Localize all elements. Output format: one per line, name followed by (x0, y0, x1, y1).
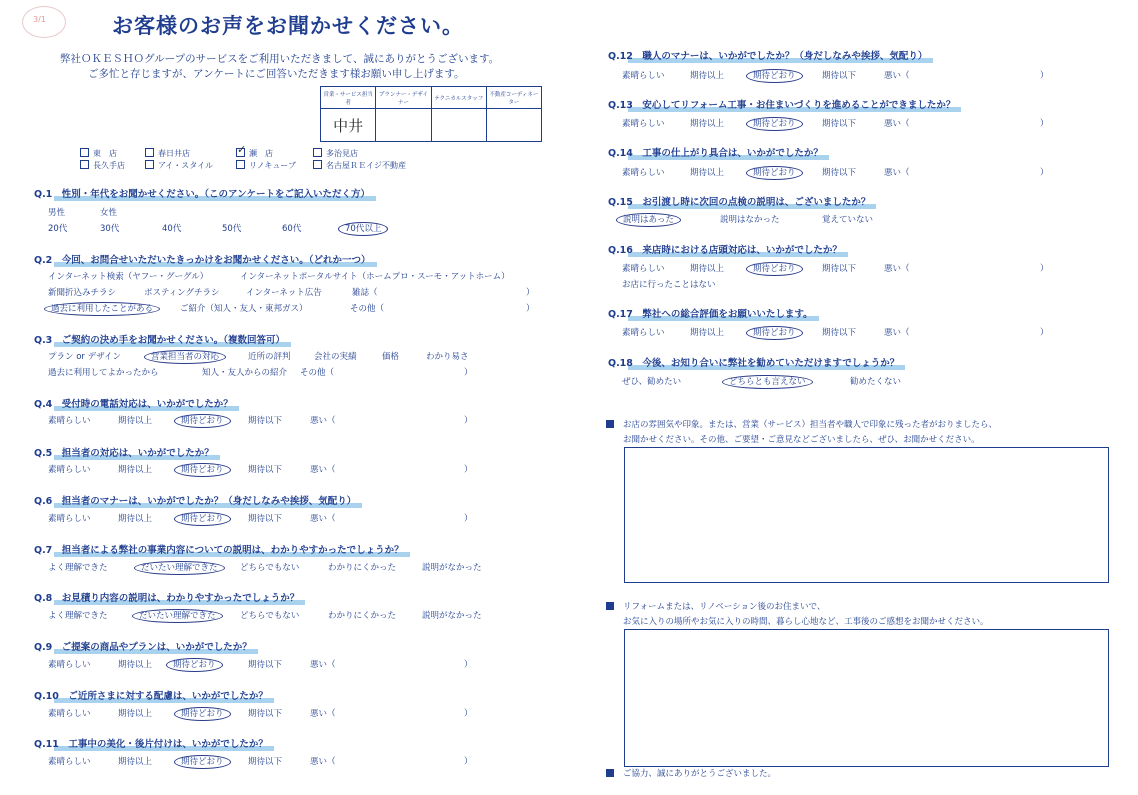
q1-gender-female[interactable]: 女性 (100, 208, 118, 218)
q12-above[interactable]: 期待以上 (690, 71, 725, 81)
q9-label: Q.9 ご提案の商品やプランは、いかがでしたか？ (34, 639, 252, 653)
q2-opt-webad[interactable]: インターネット広告 (246, 288, 322, 298)
checkbox-icon (313, 160, 322, 169)
q13-expected-selected[interactable]: 期待どおり (752, 117, 797, 129)
q1-label: Q.1 性別・年代をお聞かせください。（このアンケートをご記入いただく方） (34, 186, 370, 200)
q13-poor[interactable]: 悪い（ (884, 119, 910, 129)
store-checkbox-realestate[interactable]: 名古屋ＲＥイジ不動産 (313, 160, 406, 171)
q12-below[interactable]: 期待以下 (822, 71, 857, 81)
close-paren: ） (1040, 328, 1049, 338)
intro-line-2: ご多忙と存じますが、アンケートにご回答いただきます様お願い申し上げます。 (88, 68, 465, 80)
close-paren: ） (464, 368, 473, 378)
q3-opt-clarity[interactable]: わかり易さ (426, 352, 469, 362)
q7-opt-unclear[interactable]: わかりにくかった (328, 563, 397, 573)
staff-technical-cell[interactable] (431, 109, 486, 142)
q11-above[interactable]: 期待以上 (118, 757, 153, 767)
q8-opt-unclear[interactable]: わかりにくかった (328, 611, 397, 621)
q4-above[interactable]: 期待以上 (118, 416, 153, 426)
q9-expected-selected[interactable]: 期待どおり (172, 658, 217, 670)
comment1-box[interactable] (624, 447, 1109, 583)
q18-opt-recommend[interactable]: ぜひ、勧めたい (622, 377, 682, 387)
q11-label: Q.11 工事中の美化・後片付けは、いかがでしたか？ (34, 736, 268, 750)
store-checkbox-tajimi[interactable]: 多治見店 (313, 148, 358, 159)
q11-expected-selected[interactable]: 期待どおり (180, 755, 225, 767)
q10-above[interactable]: 期待以上 (118, 709, 153, 719)
store-checkbox-kasugai[interactable]: 春日井店 (145, 148, 190, 159)
checkbox-checked-icon: ✓ (237, 143, 247, 156)
q16-below[interactable]: 期待以下 (822, 264, 857, 274)
q5-label: Q.5 担当者の対応は、いかがでしたか？ (34, 445, 214, 459)
q11-below[interactable]: 期待以下 (248, 757, 283, 767)
staff-header-planner: プランナー・デザイナー (376, 87, 431, 109)
q11-poor[interactable]: 悪い（ (310, 757, 336, 767)
checkbox-icon (80, 148, 89, 157)
q14-expected-selected[interactable]: 期待どおり (752, 166, 797, 178)
q5-excellent[interactable]: 素晴らしい (48, 465, 91, 475)
q7-opt-neutral[interactable]: どちらでもない (240, 563, 300, 573)
staff-realestate-cell[interactable] (486, 109, 541, 142)
q11-excellent[interactable]: 素晴らしい (48, 757, 91, 767)
q3-opt-record[interactable]: 会社の実績 (314, 352, 357, 362)
close-paren: ） (464, 514, 473, 524)
checkbox-icon (313, 148, 322, 157)
store-checkbox-istyle[interactable]: アイ・スタイル (145, 160, 213, 171)
comment1-prompt: お店の雰囲気や印象。または、営業（サービス）担当者や職人で印象に残った者がおりましたら、 お聞かせください。その他、ご要望・ご意見などございましたら、ぜひ、お聞かせください。 (606, 418, 997, 445)
staff-table (320, 86, 542, 142)
q6-expected-selected[interactable]: 期待どおり (180, 512, 225, 524)
close-paren: ） (464, 465, 473, 475)
q6-above[interactable]: 期待以上 (118, 514, 153, 524)
q17-expected-selected[interactable]: 期待どおり (752, 326, 797, 338)
close-paren: ） (464, 757, 473, 767)
staff-header-realestate: 不動産コーディネーター (486, 87, 541, 109)
q4-poor[interactable]: 悪い（ (310, 416, 336, 426)
q12-excellent[interactable]: 素晴らしい (622, 71, 665, 81)
q1-age-30s[interactable]: 30代 (100, 224, 120, 234)
comment2-prompt: リフォームまたは、リノベーション後のお住まいで、 お気に入りの場所やお気に入りの時間、暮らし心地など、工事後のご感想をお聞かせください。 (606, 600, 989, 627)
q1-age-60s[interactable]: 60代 (282, 224, 302, 234)
q6-poor[interactable]: 悪い（ (310, 514, 336, 524)
q8-opt-neutral[interactable]: どちらでもない (240, 611, 300, 621)
q3-opt-staff-selected[interactable]: 営業担当者の対応 (150, 350, 220, 362)
store-checkbox-seto[interactable]: ✓ 瀬 店 (237, 143, 273, 158)
q17-poor[interactable]: 悪い（ (884, 328, 910, 338)
q5-expected-selected[interactable]: 期待どおり (180, 463, 225, 475)
q5-poor[interactable]: 悪い（ (310, 465, 336, 475)
q2-label: Q.2 今回、お問合せいただいたきっかけをお聞かせください。（どれか一つ） (34, 252, 371, 266)
q14-excellent[interactable]: 素晴らしい (622, 168, 665, 178)
close-paren: ） (526, 288, 535, 298)
q1-age-40s[interactable]: 40代 (162, 224, 182, 234)
q3-opt-other[interactable]: その他（ (300, 368, 335, 378)
staff-sales-name[interactable]: 中井 (321, 109, 376, 142)
q9-below[interactable]: 期待以下 (248, 660, 283, 670)
q3-label: Q.3 ご契約の決め手をお聞かせください。（複数回答可） (34, 332, 285, 346)
q15-opt-unknown[interactable]: 覚えていない (822, 215, 874, 225)
q9-above[interactable]: 期待以上 (118, 660, 153, 670)
q9-poor[interactable]: 悪い（ (310, 660, 336, 670)
q14-above[interactable]: 期待以上 (690, 168, 725, 178)
q10-label: Q.10 ご近所さまに対する配慮は、いかがでしたか？ (34, 688, 268, 702)
q17-below[interactable]: 期待以下 (822, 328, 857, 338)
close-paren: ） (1040, 119, 1049, 129)
q14-below[interactable]: 期待以下 (822, 168, 857, 178)
q16-expected-selected[interactable]: 期待どおり (752, 262, 797, 274)
staff-header-technical: テクニカルスタッフ (431, 87, 486, 109)
q15-label: Q.15 お引渡し時に次回の点検の説明は、ございましたか？ (608, 194, 870, 208)
q14-label: Q.14 工事の仕上がり具合は、いかがでしたか？ (608, 145, 823, 159)
q17-excellent[interactable]: 素晴らしい (622, 328, 665, 338)
close-paren: ） (526, 304, 535, 314)
q2-opt-magazine[interactable]: 雑誌（ (352, 288, 378, 298)
close-paren: ） (464, 416, 473, 426)
q3-opt-price[interactable]: 価格 (382, 352, 400, 362)
q16-above[interactable]: 期待以上 (690, 264, 725, 274)
checkbox-icon (145, 148, 154, 157)
staff-planner-cell[interactable] (376, 109, 431, 142)
q4-expected-selected[interactable]: 期待どおり (180, 414, 225, 426)
comment2-box[interactable] (624, 629, 1109, 767)
q1-gender-male[interactable]: 男性 (48, 208, 66, 218)
q8-opt-mostly-selected[interactable]: だいたい理解できた (138, 609, 217, 621)
q7-opt-none[interactable]: 説明がなかった (422, 563, 482, 573)
q1-age-50s[interactable]: 50代 (222, 224, 242, 234)
q14-poor[interactable]: 悪い（ (884, 168, 910, 178)
q1-age-70s-selected[interactable]: 70代以上 (344, 222, 382, 234)
q13-excellent[interactable]: 素晴らしい (622, 119, 665, 129)
square-bullet-icon (606, 769, 614, 777)
store-checkbox-renocube[interactable]: リノキューブ (236, 160, 296, 171)
q15-opt-yes-selected[interactable]: 説明はあった (622, 213, 675, 225)
q6-label: Q.6 担当者のマナーは、いかがでしたか？（身だしなみや挨拶、気配り） (34, 493, 356, 507)
q8-label: Q.8 お見積り内容の説明は、わかりやすかったでしょうか？ (34, 590, 299, 604)
q16-opt-never-visited[interactable]: お店に行ったことはない (622, 280, 716, 290)
staff-header-sales: 営業・サービス担当者 (321, 87, 376, 109)
q3-opt-plan[interactable]: プラン or デザイン (48, 352, 122, 362)
q10-poor[interactable]: 悪い（ (310, 709, 336, 719)
q1-age-20s[interactable]: 20代 (48, 224, 68, 234)
q4-below[interactable]: 期待以下 (248, 416, 283, 426)
q2-opt-other[interactable]: その他（ (350, 304, 385, 314)
q18-opt-neutral-selected[interactable]: どちらとも言えない (728, 375, 807, 387)
q2-opt-portal[interactable]: インターネットポータルサイト（ホームプロ・スーモ・アットホーム） (240, 272, 510, 282)
q2-opt-newspaper[interactable]: 新聞折込みチラシ (48, 288, 117, 298)
thanks-note: ご協力、誠にありがとうございました。 (606, 767, 776, 779)
q8-opt-none[interactable]: 説明がなかった (422, 611, 482, 621)
q18-label: Q.18 今後、お知り合いに弊社を勧めていただけますでしょうか？ (608, 355, 899, 369)
stamp-mark: 3/1 (22, 6, 66, 38)
q4-label: Q.4 受付時の電話対応は、いかがでしたか？ (34, 396, 233, 410)
q10-below[interactable]: 期待以下 (248, 709, 283, 719)
q16-excellent[interactable]: 素晴らしい (622, 264, 665, 274)
q4-excellent[interactable]: 素晴らしい (48, 416, 91, 426)
q7-opt-well[interactable]: よく理解できた (48, 563, 108, 573)
q2-opt-referral[interactable]: ご紹介（知人・友人・東邦ガス） (180, 304, 308, 314)
q3-opt-referral[interactable]: 知人・友人からの紹介 (202, 368, 288, 378)
q7-opt-mostly-selected[interactable]: だいたい理解できた (140, 561, 219, 573)
square-bullet-icon (606, 420, 614, 428)
q18-opt-no[interactable]: 勧めたくない (850, 377, 902, 387)
close-paren: ） (464, 709, 473, 719)
q17-above[interactable]: 期待以上 (690, 328, 725, 338)
close-paren: ） (1040, 168, 1049, 178)
close-paren: ） (464, 660, 473, 670)
q5-above[interactable]: 期待以上 (118, 465, 153, 475)
q13-label: Q.13 安心してリフォーム工事・お住まいづくりを進めることができましたか？ (608, 97, 955, 111)
q16-poor[interactable]: 悪い（ (884, 264, 910, 274)
q7-label: Q.7 担当者による弊社の事業内容についての説明は、わかりやすかったでしょうか？ (34, 542, 404, 556)
q10-expected-selected[interactable]: 期待どおり (180, 707, 225, 719)
intro-line-1: 弊社ＯＫＥＳＨＯグループのサービスをご利用いただきまして、誠にありがとうございます。 (60, 53, 500, 65)
q2-opt-posting[interactable]: ポスティングチラシ (144, 288, 220, 298)
q3-opt-reputation[interactable]: 近所の評判 (248, 352, 291, 362)
checkbox-icon (80, 160, 89, 169)
q6-below[interactable]: 期待以下 (248, 514, 283, 524)
q2-opt-past-selected[interactable]: 過去に利用したことがある (50, 302, 154, 314)
q12-poor[interactable]: 悪い（ (884, 71, 910, 81)
checkbox-icon (145, 160, 154, 169)
q15-opt-no[interactable]: 説明はなかった (720, 215, 780, 225)
q13-below[interactable]: 期待以下 (822, 119, 857, 129)
square-bullet-icon (606, 602, 614, 610)
q16-label: Q.16 来店時における店頭対応は、いかがでしたか？ (608, 242, 842, 256)
q8-opt-well[interactable]: よく理解できた (48, 611, 108, 621)
page-title: お客様のお声をお聞かせください。 (112, 14, 464, 38)
q5-below[interactable]: 期待以下 (248, 465, 283, 475)
checkbox-icon (236, 160, 245, 169)
q3-opt-past[interactable]: 過去に利用してよかったから (48, 368, 159, 378)
q2-opt-search[interactable]: インターネット検索（ヤフー・グーグル） (48, 272, 209, 282)
q17-label: Q.17 弊社への総合評価をお願いいたします。 (608, 306, 813, 320)
close-paren: ） (1040, 264, 1049, 274)
q12-label: Q.12 職人のマナーは、いかがでしたか？（身だしなみや挨拶、気配り） (608, 48, 927, 62)
close-paren: ） (1040, 71, 1049, 81)
q6-excellent[interactable]: 素晴らしい (48, 514, 91, 524)
q12-expected-selected[interactable]: 期待どおり (752, 69, 797, 81)
q9-excellent[interactable]: 素晴らしい (48, 660, 91, 670)
q10-excellent[interactable]: 素晴らしい (48, 709, 91, 719)
q13-above[interactable]: 期待以上 (690, 119, 725, 129)
store-checkbox-higashi[interactable]: 東 店 (80, 148, 117, 159)
store-checkbox-nagakute[interactable]: 長久手店 (80, 160, 125, 171)
